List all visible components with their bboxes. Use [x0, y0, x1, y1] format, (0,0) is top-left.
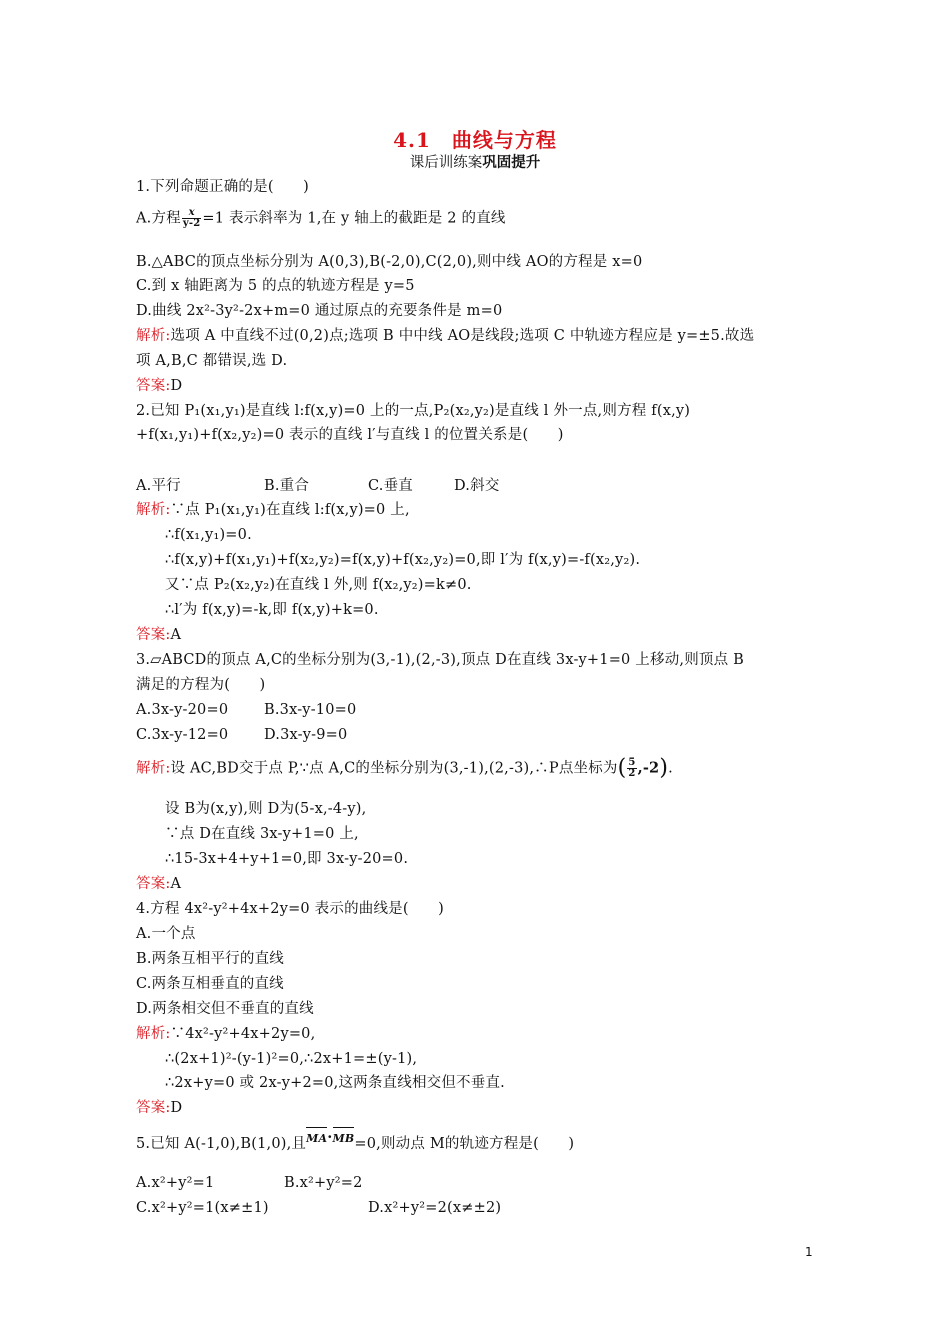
q3-option-b: B.3x-y-10=0	[264, 702, 357, 718]
q1-a-post: =1 表示斜率为 1,在 y 轴上的截距是 2 的直线	[202, 210, 506, 227]
q4-answer-label: 答案:	[136, 1100, 171, 1116]
q3-period: .	[668, 760, 673, 777]
q1-a-fraction	[182, 208, 202, 229]
q1-jiexi-2: 项 A,B,C 都错误,选 D.	[136, 353, 288, 369]
q2-answer-label: 答案:	[136, 627, 171, 643]
q4-option-c: C.两条互相垂直的直线	[136, 976, 284, 992]
q5-option-c: C.x²+y²=1(x≠±1)	[136, 1200, 269, 1216]
q1-option-b: B.△ABC的顶点坐标分别为 A(0,3),B(-2,0),C(2,0),则中线 AO的方程是 x=0	[136, 254, 643, 270]
q4-option-d: D.两条相交但不垂直的直线	[136, 1001, 314, 1017]
q1-answer-label: 答案:	[136, 378, 171, 394]
q5-stem	[136, 1129, 575, 1155]
q2-jiexi-4: 又∵点 P₂(x₂,y₂)在直线 l 外,则 f(x₂,y₂)=k≠0.	[165, 577, 472, 593]
q1-jiexi-text-1: 选项 A 中直线不过(0,2)点;选项 B 中中线 AO是线段;选项 C 中轨迹方程应是 y=±5.故选	[170, 328, 755, 344]
q1-answer	[136, 376, 182, 396]
page-title: 4.1 曲线与方程	[393, 128, 557, 152]
q5-options-row-1	[136, 1173, 363, 1193]
q5-vector-ma: MA	[306, 1127, 327, 1149]
q4-jiexi-3: ∴2x+y=0 或 2x-y+2=0,这两条直线相交但不垂直.	[165, 1075, 505, 1091]
q3-option-a: A.3x-y-20=0	[136, 702, 229, 718]
q5-options-row-2	[136, 1198, 501, 1218]
q2-jiexi-5: ∴l′为 f(x,y)=-k,即 f(x,y)+k=0.	[165, 602, 379, 618]
q4-jiexi-2: ∴(2x+1)²-(y-1)²=0,∴2x+1=±(y-1),	[165, 1051, 418, 1067]
q5-stem-post: =0,则动点 M的轨迹方程是( )	[354, 1136, 575, 1152]
q1-option-a	[136, 208, 506, 229]
q3-options-row-2	[136, 725, 347, 745]
q4-jiexi-label: 解析:	[136, 1026, 171, 1042]
q1-option-c: C.到 x 轴距离为 5 的点的轨迹方程是 y=5	[136, 278, 415, 294]
q4-answer-value: D	[170, 1100, 183, 1116]
q2-jiexi-2: ∴f(x₁,y₁)=0.	[165, 527, 252, 543]
q5-option-a: A.x²+y²=1	[136, 1175, 215, 1191]
q4-jiexi-text-1: ∵4x²-y²+4x+2y=0,	[170, 1026, 316, 1042]
q1-stem: 1.下列命题正确的是( )	[136, 179, 309, 195]
q3-frac-den: 2	[628, 768, 636, 779]
q1-answer-value: D	[170, 378, 183, 394]
q2-jiexi-label: 解析:	[136, 502, 171, 518]
q2-answer	[136, 625, 181, 645]
q4-stem: 4.方程 4x²-y²+4x+2y=0 表示的曲线是( )	[136, 901, 444, 917]
q5-option-d: D.x²+y²=2(x≠±2)	[368, 1200, 502, 1216]
page-number: 1	[805, 1245, 813, 1259]
q3-p-fraction	[627, 758, 636, 779]
q4-option-a: A.一个点	[136, 926, 196, 942]
page-subtitle	[0, 151, 950, 172]
subtitle-prefix: 课后训练案	[409, 155, 483, 171]
q1-jiexi-1	[136, 326, 754, 346]
q1-a-frac-num: x	[182, 208, 202, 219]
subtitle-bold: 巩固提升	[482, 154, 541, 171]
q5-vector-mb: MB	[333, 1127, 355, 1149]
q4-jiexi-1	[136, 1024, 315, 1044]
q3-jiexi-label: 解析:	[136, 760, 171, 777]
q3-answer	[136, 874, 181, 894]
q3-stem-2: 满足的方程为( )	[136, 677, 266, 693]
q5-option-b: B.x²+y²=2	[284, 1175, 363, 1191]
q3-paren-close: )	[659, 755, 669, 781]
q1-jiexi-label: 解析:	[136, 328, 171, 344]
q2-stem-1: 2.已知 P₁(x₁,y₁)是直线 l:f(x,y)=0 上的一点,P₂(x₂,y₂)是直线 l 外一点,则方程 f(x,y)	[136, 403, 691, 419]
q4-option-b: B.两条互相平行的直线	[136, 951, 284, 967]
q2-option-a: A.平行	[136, 478, 181, 494]
q1-option-d: D.曲线 2x²-3y²-2x+m=0 通过原点的充要条件是 m=0	[136, 303, 503, 319]
q3-option-d: D.3x-y-9=0	[264, 727, 348, 743]
q4-answer	[136, 1098, 182, 1118]
q1-a-frac-den: y-2	[182, 218, 201, 229]
q2-jiexi-3: ∴f(x,y)+f(x₁,y₁)+f(x₂,y₂)=f(x,y)+f(x₂,y₂)=0,即 l′为 f(x,y)=-f(x₂,y₂).	[165, 552, 641, 568]
q3-stem-1: 3.▱ABCD的顶点 A,C的坐标分别为(3,-1),(2,-3),顶点 D在直线 3x-y+1=0 上移动,则顶点 B	[136, 652, 744, 668]
q2-option-c: C.垂直	[368, 478, 413, 494]
q5-stem-pre: 5.已知 A(-1,0),B(1,0),且	[136, 1136, 307, 1152]
q2-stem-2: +f(x₁,y₁)+f(x₂,y₂)=0 表示的直线 l′与直线 l 的位置关系是( )	[136, 427, 564, 443]
q2-options	[136, 476, 500, 496]
q3-jiexi-3: ∵点 D在直线 3x-y+1=0 上,	[165, 826, 359, 842]
q5-dot: ·	[327, 1129, 333, 1146]
q3-jiexi-text-1: 设 AC,BD交于点 P,∵点 A,C的坐标分别为(3,-1),(2,-3),∴P点坐标为	[170, 760, 618, 777]
q3-frac-num: 5	[628, 757, 636, 768]
q2-answer-value: A	[170, 627, 182, 643]
q3-option-c: C.3x-y-12=0	[136, 727, 229, 743]
q3-options-row-1	[136, 700, 356, 720]
q2-option-b: B.重合	[264, 478, 310, 494]
q3-answer-label: 答案:	[136, 876, 171, 892]
q3-paren-open: (	[617, 755, 627, 781]
q1-a-pre: A.方程	[136, 210, 181, 227]
q2-jiexi-1	[136, 500, 410, 520]
q3-answer-value: A	[170, 876, 182, 892]
q2-option-d: D.斜交	[454, 478, 500, 494]
q3-jiexi-1	[136, 755, 673, 781]
q3-jiexi-2: 设 B为(x,y),则 D为(5-x,-4-y),	[165, 801, 367, 817]
q3-p-coord-rest: ,-2	[637, 759, 660, 777]
q2-jiexi-text-1: ∵点 P₁(x₁,y₁)在直线 l:f(x,y)=0 上,	[170, 502, 410, 518]
q3-jiexi-4: ∴15-3x+4+y+1=0,即 3x-y-20=0.	[165, 851, 409, 867]
